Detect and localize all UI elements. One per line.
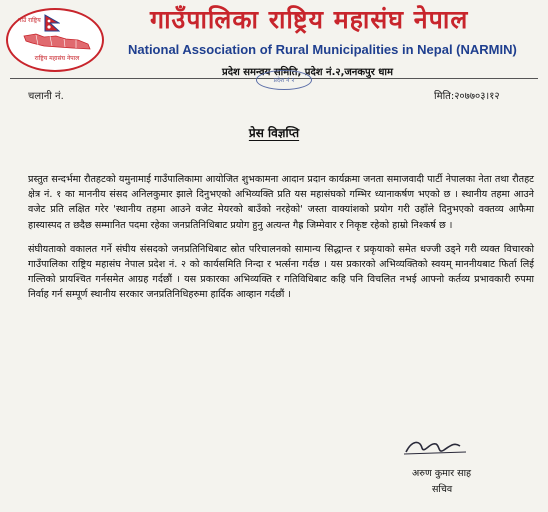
official-stamp: प्रदेश नं २ <box>256 70 312 90</box>
heading-text: प्रेस विज्ञप्ति <box>248 126 300 140</box>
body-paragraph: प्रस्तुत सन्दर्भमा रौतहटको यमुनामाई गाउँपालिकामा आयोजित शुभकामना आदान प्रदान कार्यक्रमा जनता समाजवादी पार्टी नेपालका नेता तथा रौतहट क्षेत्र नं. १ का माननीय संसद अनिलकुमार झाले दिनुभएको अभिव्यक्ति प्रति यस महासंघको गम्भिर ध्यानाकर्षण भएको छ । स्थानीय तहमा आउने वजेट प्रति लक्षित गरेर 'स्थानीय तहमा आउने वजेट मेयरको बाउँको नरहेको' जस्ता वाक्यांशको प्रयोग गरी उहाँले दिनुभएको वक्तव्य आफैमा हास्यास्पद त छदैछ सम्मानित पदमा रहेका जनप्रतिनिधिबाट प्रयोग हुनु अत्यन्त गैह्र जिम्मेवार र निकृष्ट रहेको हाम्रो निश्कर्ष छ । <box>28 174 534 231</box>
press-release-heading <box>0 124 548 141</box>
organization-logo <box>6 8 104 72</box>
chalani-number-label: चलानी नं. <box>28 91 64 102</box>
signatory-name: अरुण कुमार साह <box>412 468 472 479</box>
body-paragraph: संघीयताको वकालत गर्ने संघीय संसदको जनप्रतिनिधिबाट स्रोत परिचालनको सामान्य सिद्धान्त र प्रकृयाको समेत धज्जी उड्ने गरी व्यक्त विचारको गाउँपालिका राष्ट्रिय महासंघ नेपाल प्रदेश नं. २ को कार्यसमिति निन्दा र भर्त्सना गर्दछ । यस प्रकारको अभिव्यक्तिको स्वयम् माननीयबाट फिर्ता लिई गल्तिको प्रायश्चित गर्नसमेत आग्रह गर्दछौं । यस प्रकारका अभिव्यक्ति र गतिविधिबाट कहि पनि विचलित नभई आफ्नो कर्तव्य प्रभावकारी रुपमा निर्वाह गर्न सम्पूर्ण स्थानीय सरकार जनप्रतिनिधिहरुमा हार्दिक आव्हान गर्दछौं । <box>28 243 534 301</box>
organization-title-english: National Association of Rural Municipalities in Nepal (NARMIN) <box>128 42 517 57</box>
organization-title-nepali: गाउँपालिका राष्ट्रिय महासंघ नेपाल <box>150 5 469 34</box>
signatory-title: सचिव <box>432 484 453 495</box>
logo-top-text: गाउँ राष्ट्रिय <box>18 17 41 24</box>
logo-bottom-text: राष्ट्रिय महासंघ नेपाल <box>34 55 80 62</box>
press-release-body <box>28 172 534 312</box>
document-date: मिति:२०७७०३।१२ <box>434 91 500 102</box>
committee-subtitle: प्रदेश समन्वय समिति, प्रदेश नं.२,जनकपुर धाम <box>222 67 394 78</box>
nepal-map-icon <box>22 30 92 52</box>
signature-mark <box>400 434 470 460</box>
